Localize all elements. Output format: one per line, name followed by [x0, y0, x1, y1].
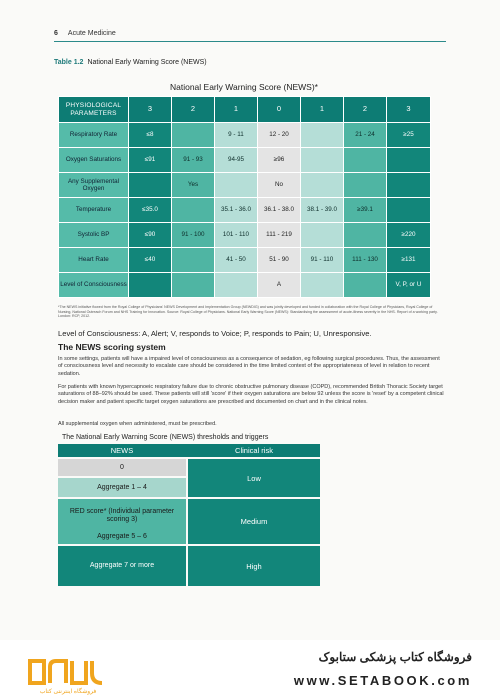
header-parameters: PHYSIOLOGICAL PARAMETERS: [59, 97, 129, 123]
param-cell: Oxygen Saturations: [59, 148, 129, 173]
page-number: 6: [54, 30, 58, 37]
score-cell: [387, 198, 431, 223]
param-cell: Systolic BP: [59, 223, 129, 248]
score-cell: [172, 273, 215, 298]
news-row-zero: 0: [58, 459, 186, 476]
score-cell: 51 - 90: [258, 248, 301, 273]
score-cell: Yes: [172, 173, 215, 198]
param-cell: Level of Consciousness: [59, 273, 129, 298]
param-cell: Temperature: [59, 198, 129, 223]
score-cell: 36.1 - 38.0: [258, 198, 301, 223]
table-row-systolic-bp: [59, 223, 431, 248]
header-score-3-low: 3: [129, 97, 172, 123]
header-score-1-low: 1: [215, 97, 258, 123]
score-cell: [215, 173, 258, 198]
param-cell: Respiratory Rate: [59, 123, 129, 148]
score-cell: [301, 148, 344, 173]
score-cell: [344, 148, 387, 173]
score-cell: [129, 173, 172, 198]
score-cell: [215, 273, 258, 298]
score-cell: 111 - 219: [258, 223, 301, 248]
score-cell: [301, 173, 344, 198]
header-score-0: 0: [258, 97, 301, 123]
score-cell: ≤91: [129, 148, 172, 173]
score-cell: 94-95: [215, 148, 258, 173]
news-chart-title: National Early Warning Score (NEWS)*: [169, 82, 318, 92]
news-row-aggregate-5-6: Aggregate 5 – 6: [58, 529, 186, 544]
risk-high: High: [188, 546, 320, 586]
score-cell: ≥131: [387, 248, 431, 273]
store-url-link[interactable]: www.SETABOOK.com: [293, 673, 472, 688]
score-cell: ≤40: [129, 248, 172, 273]
table-row-heart-rate: [59, 248, 431, 273]
score-cell: [344, 223, 387, 248]
body-paragraph: In some settings, patients will have a impaired level of consciousness as a consequence of sedation, eg following surgical procedures. Thus, the assessment of consciousness level and necessity to escalate care should be considered in the time limited context of the appropriateness of level in relation to recent sedation.: [58, 356, 440, 377]
score-cell: ≤8: [129, 123, 172, 148]
news-row-red-score: RED score* (Individual parameter scoring 3): [58, 499, 186, 532]
news-row-aggregate-7-plus: Aggregate 7 or more: [58, 546, 186, 586]
score-cell: 9 - 11: [215, 123, 258, 148]
body-paragraph: For patients with known hypercapnoeic respiratory failure due to chronic obstructive pulmonary disease (COPD), recommended British Thoracic Society target saturations of 88–92% should be used. These patients will still 'score' if their oxygen saturations are below 92 unless the score is 'reset' by a competent clinical decision maker and patient specific target oxygen saturations are prescribed and documented on chart and in the clinical notes.: [58, 384, 444, 405]
risk-medium: Medium: [188, 499, 320, 544]
store-name: فروشگاه کتاب پزشکی ستابوک: [318, 650, 472, 664]
score-cell: 101 - 110: [215, 223, 258, 248]
book-title: Acute Medicine: [67, 30, 116, 37]
score-cell: 41 - 50: [215, 248, 258, 273]
score-cell: [301, 223, 344, 248]
table-row-oxygen-saturations: [59, 148, 431, 173]
score-cell: 38.1 - 39.0: [301, 198, 344, 223]
header-score-3-high: 3: [387, 97, 431, 123]
thresholds-table: [58, 444, 320, 588]
table-label: [54, 59, 207, 66]
score-cell: [344, 173, 387, 198]
score-cell: ≥25: [387, 123, 431, 148]
table-number: Table 1.2: [54, 59, 84, 66]
param-cell: Any Supplemental Oxygen: [59, 173, 129, 198]
score-cell: [172, 248, 215, 273]
score-cell: A: [258, 273, 301, 298]
score-cell: 35.1 - 36.0: [215, 198, 258, 223]
score-cell: 12 - 20: [258, 123, 301, 148]
score-cell: ≤35.0: [129, 198, 172, 223]
score-cell: 21 - 24: [344, 123, 387, 148]
param-cell: Heart Rate: [59, 248, 129, 273]
news-row-aggregate-1-4: Aggregate 1 – 4: [58, 478, 186, 497]
score-cell: [172, 198, 215, 223]
body-paragraph: All supplemental oxygen when administered, must be prescribed.: [58, 421, 217, 427]
table-footnote: *The NEWS initiative flowed from the Royal College of Physicians' NEWS Development and Implementation Group (NEWDIG) and was jointly developed and funded in collaboration with the Royal College of Physicians, Royal College of Nursing, National Outreach Forum and NHS Training for Innovation. Source: Royal College of Physicians. National Early Warning Score (NEWS): Standardising the assessment of acute-illness severity in the NHS. Report of a working party. London: RCP, 2012.: [58, 305, 438, 319]
score-cell: [344, 273, 387, 298]
score-cell: [301, 273, 344, 298]
score-cell: [172, 123, 215, 148]
consciousness-legend: Level of Consciousness: A, Alert; V, responds to Voice; P, responds to Pain; U, Unresponsive.: [58, 329, 372, 338]
table-header-row: [59, 97, 431, 123]
header-news: NEWS: [110, 446, 134, 455]
score-cell: [129, 273, 172, 298]
risk-low: Low: [188, 459, 320, 497]
header-score-2-high: 2: [344, 97, 387, 123]
header-rule: [54, 41, 446, 42]
score-cell: V, P, or U: [387, 273, 431, 298]
section-heading: The NEWS scoring system: [58, 342, 166, 352]
table-row-temperature: [59, 198, 431, 223]
table-row-supplemental-oxygen: [59, 173, 431, 198]
score-cell: [387, 173, 431, 198]
thresholds-title: The National Early Warning Score (NEWS) thresholds and triggers: [62, 434, 269, 441]
score-cell: 111 - 130: [344, 248, 387, 273]
setabook-logo-icon: [26, 657, 106, 687]
table-row-consciousness: [59, 273, 431, 298]
thresholds-header: [58, 444, 320, 457]
logo-caption: فروشگاه اینترنتی کتاب: [39, 689, 97, 695]
table-caption: National Early Warning Score (NEWS): [87, 59, 207, 66]
score-cell: ≤90: [129, 223, 172, 248]
header-clinical-risk: Clinical risk: [235, 446, 273, 455]
header-score-2-low: 2: [172, 97, 215, 123]
score-cell: 91 - 110: [301, 248, 344, 273]
score-cell: 91 - 100: [172, 223, 215, 248]
score-cell: [301, 123, 344, 148]
score-cell: ≥220: [387, 223, 431, 248]
score-cell: [387, 148, 431, 173]
score-cell: 91 - 93: [172, 148, 215, 173]
score-cell: No: [258, 173, 301, 198]
score-cell: ≥39.1: [344, 198, 387, 223]
news-score-table: [58, 96, 431, 298]
header-score-1-high: 1: [301, 97, 344, 123]
score-cell: ≥96: [258, 148, 301, 173]
table-row-respiratory-rate: [59, 123, 431, 148]
running-head: [54, 30, 116, 37]
